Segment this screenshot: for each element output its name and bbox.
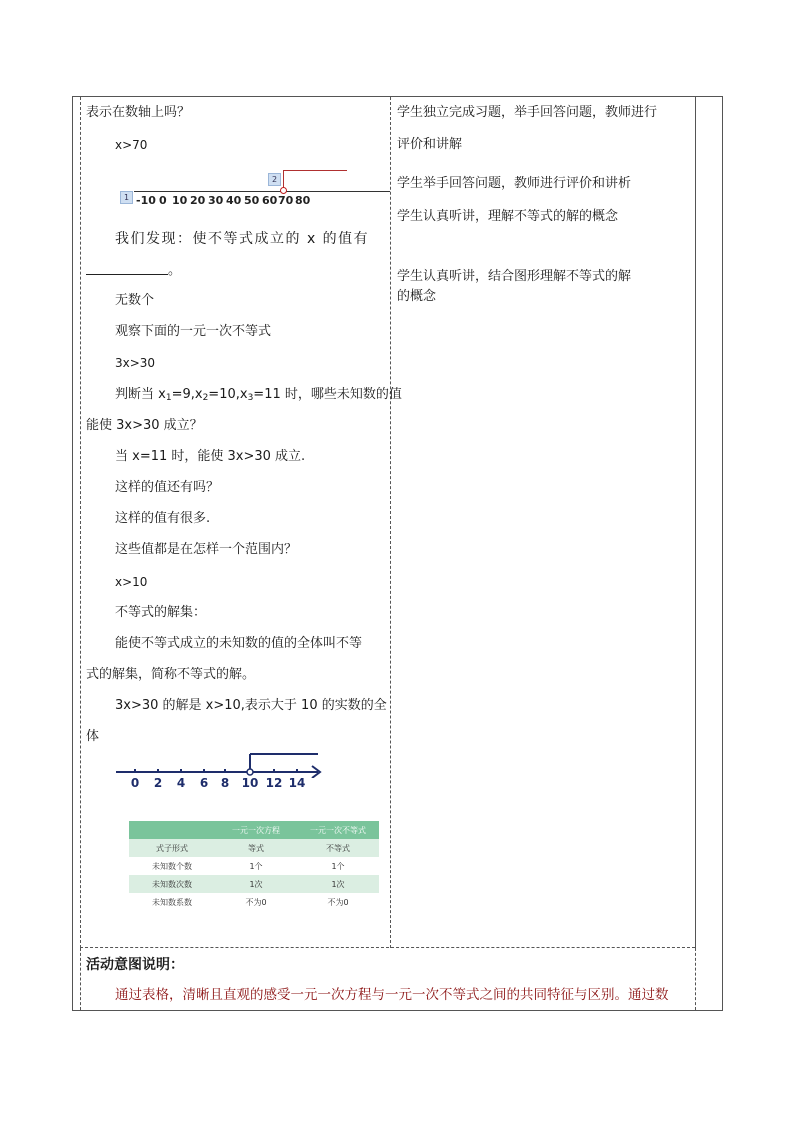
more-values-question: 这样的值还有吗？ (115, 480, 220, 495)
intent-left-border (80, 948, 81, 1010)
table-cell: 一元一次方程 (215, 821, 297, 839)
answer-infinite: 无数个 (115, 293, 155, 308)
tick-label: 6 (199, 776, 209, 790)
number-line-2 (114, 748, 326, 792)
table-cell: 不为0 (215, 893, 297, 911)
figure-tag-1: 1 (120, 191, 133, 204)
observation-blank-line (86, 262, 181, 280)
table-cell: 1次 (297, 875, 379, 893)
tick-label: 12 (265, 776, 283, 790)
student-activity-4-line1: 学生认真听讲，结合图形理解不等式的解 (397, 269, 632, 284)
intent-divider (80, 947, 695, 948)
subscript-2: 2 (202, 393, 209, 403)
table-row (129, 839, 379, 857)
table-cell: 1个 (215, 857, 297, 875)
tick-label: 4 (176, 776, 186, 790)
solution-definition-1: 能使不等式成立的未知数的值的全体叫不等 (115, 636, 363, 651)
student-activity-1-line2: 评价和讲解 (397, 137, 463, 152)
tick-label: 14 (288, 776, 306, 790)
answer-x-11: 当 x=11 时，能使 3x>30 成立. (115, 449, 306, 464)
column-divider (390, 97, 391, 948)
line-number-axis-question: 表示在数轴上吗？ (86, 105, 191, 120)
solution-example-1: 3x>30 的解是 x>10,表示大于 10 的实数的全 (115, 698, 387, 713)
subscript-1: 1 (165, 393, 172, 403)
frame-bottom (72, 1010, 723, 1011)
solution-bracket-horizontal (283, 170, 347, 171)
tick-label: 2 (153, 776, 163, 790)
tick-label: 0 (159, 194, 167, 207)
table-row (129, 893, 379, 911)
table-cell: 一元一次不等式 (297, 821, 379, 839)
open-circle-70 (280, 187, 287, 194)
tick-label: 60 (262, 194, 278, 207)
table-header-row (129, 821, 379, 839)
period: 。 (168, 263, 182, 278)
tick-label: 10 (172, 194, 188, 207)
number-line-1 (118, 164, 390, 208)
solution-set-title: 不等式的解集： (115, 605, 207, 620)
table-cell: 1个 (297, 857, 379, 875)
frame-top (72, 96, 723, 97)
table-cell (129, 821, 215, 839)
axis-line (134, 191, 390, 192)
subscript-3: 3 (247, 393, 254, 403)
inequality-x-gt-10: x>10 (115, 575, 148, 589)
table-row (129, 875, 379, 893)
comparison-table (129, 821, 379, 911)
student-activity-1-line1: 学生独立完成习题，举手回答问题，教师进行 (397, 105, 658, 120)
figure-tag-2: 2 (268, 173, 281, 186)
tick-label: 40 (226, 194, 242, 207)
solution-definition-2: 式的解集，简称不等式的解。 (86, 667, 256, 682)
tick-label: 80 (295, 194, 311, 207)
inequality-3x-gt-30: 3x>30 (115, 356, 156, 370)
tick-label: 0 (130, 776, 140, 790)
table-cell: 未知数系数 (129, 893, 215, 911)
observation-sentence (115, 230, 369, 248)
intent-text: 通过表格，清晰且直观的感受一元一次方程与一元一次不等式之间的共同特征与区别。通过数 (115, 987, 669, 1003)
many-values: 这样的值有很多. (115, 511, 211, 526)
number-line-2-svg (114, 748, 326, 778)
observation-text: 我们发现：使不等式成立的 x 的值有 (115, 231, 370, 247)
intent-title: 活动意图说明： (86, 957, 184, 973)
observe-inequality: 观察下面的一元一次不等式 (115, 324, 272, 339)
inequality-x-gt-70: x>70 (115, 138, 148, 152)
table-cell: 未知数个数 (129, 857, 215, 875)
tick-label: 70 (278, 194, 294, 207)
left-inner-border (80, 97, 81, 948)
range-question: 这些值都是在怎样一个范围内？ (115, 542, 298, 557)
student-activity-4-line2: 的概念 (397, 289, 437, 304)
table-cell: 未知数次数 (129, 875, 215, 893)
judge-x1: =9,x (171, 387, 203, 402)
tick-label: 20 (190, 194, 206, 207)
student-activity-3: 学生认真听讲，理解不等式的解的概念 (397, 209, 619, 224)
table-cell: 等式 (215, 839, 297, 857)
judge-question-line2: 能使 3x>30 成立？ (86, 418, 203, 433)
tick-label: 10 (241, 776, 259, 790)
tick-label: -10 (136, 194, 156, 207)
solution-example-2: 体 (86, 729, 100, 744)
tick-label: 30 (208, 194, 224, 207)
table-cell: 不等式 (297, 839, 379, 857)
tick-label: 8 (220, 776, 230, 790)
student-activity-2: 学生举手回答问题，教师进行评价和讲析 (397, 176, 632, 191)
judge-prefix: 判断当 x (115, 387, 166, 402)
table-cell: 1次 (215, 875, 297, 893)
table-cell: 式子形式 (129, 839, 215, 857)
intent-right-border (695, 948, 696, 1010)
judge-x2: =10,x (208, 387, 248, 402)
judge-x3: =11 时，哪些未知数的值 (253, 387, 402, 402)
judge-question (115, 386, 402, 407)
tick-label: 50 (244, 194, 260, 207)
frame-left (72, 96, 73, 1011)
table-row (129, 857, 379, 875)
table-cell: 不为0 (297, 893, 379, 911)
frame-right (722, 96, 723, 1011)
inner-right-border (695, 96, 696, 948)
fill-in-blank (86, 262, 168, 275)
